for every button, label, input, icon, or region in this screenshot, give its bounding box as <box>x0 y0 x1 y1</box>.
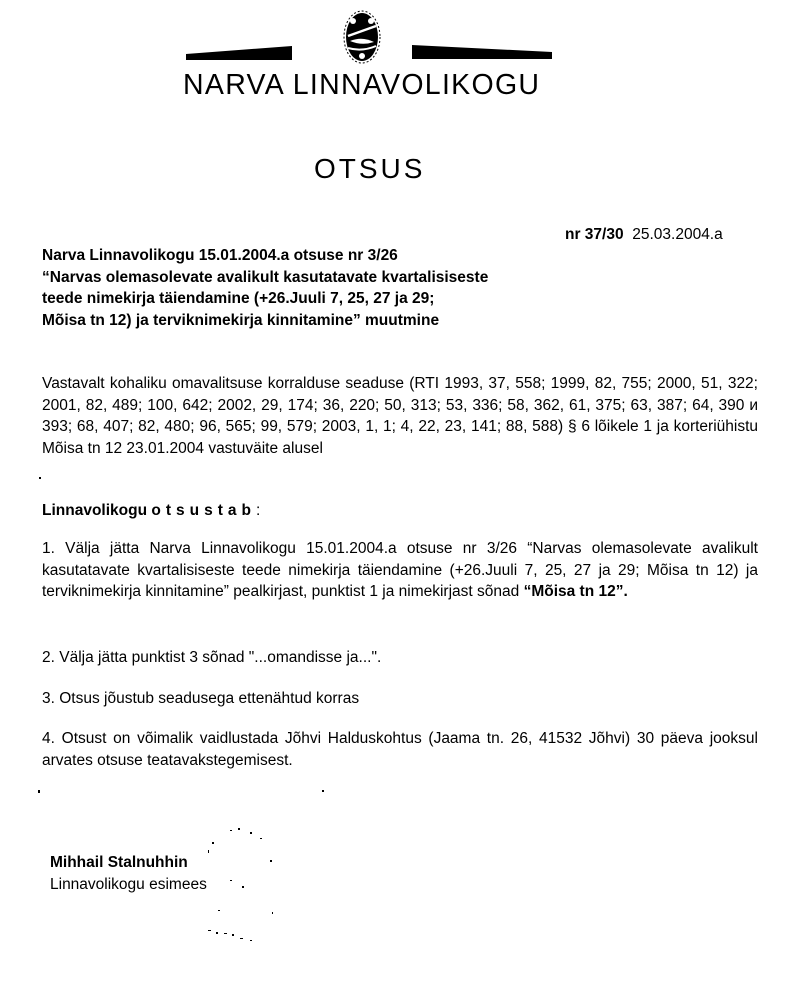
document-number: nr 37/30 <box>565 226 624 243</box>
seal-stamp-icon <box>190 820 290 950</box>
subject-line: “Narvas olemasolevate avalikult kasutatavate kvartalisiseste <box>42 268 489 286</box>
legal-basis-paragraph: Vastavalt kohaliku omavalitsuse korralduse seaduse (RTI 1993, 37, 558; 1999, 82, 755; 2000, 51, 322; 2001, 82, 489; 100, 642; 2002, 29, 174; 36, 220; 50, 313; 53, 336; 58, 362, 61, 375; 63, 387; 64, 390 и 393; 68, 407; 82, 480; 96, 565; 99, 579; 2003, 1, 1; 4, 22, 23, 141; 88, 588) § 6 lõikele 1 ja korteriühistu Mõisa tn 12 23.01.2004 vastuväite alusel <box>42 375 758 457</box>
decision-point-text: 1. Välja jätta Narva Linnavolikogu 15.01.2004.a otsuse nr 3/26 “Narvas olemasolevate avalikult kasutatavate kvartalisiseste teede nimekirja täiendamine (+26.Juuli 7, 25, 27 ja 29; Mõisa tn 12) ja terviknimekirja kinnitamine” pealkirjast, punktist 1 ja nimekirjast sõnad <box>42 540 758 600</box>
signer-title: Linnavolikogu esimees <box>50 876 207 893</box>
decision-point-3: 3. Otsus jõustub seadusega ettenähtud korras <box>42 690 360 707</box>
document-subject <box>42 245 602 331</box>
decision-point-bold-text: “Mõisa tn 12”. <box>523 583 628 600</box>
organization-name: NARVA LINNAVOLIKOGU <box>183 69 541 101</box>
decision-point-2: 2. Välja jätta punktist 3 sõnad "...omandisse ja...". <box>42 649 382 666</box>
document-type-heading: OTSUS <box>314 153 426 184</box>
coat-of-arms-icon <box>342 8 382 66</box>
decision-point-1 <box>42 538 758 603</box>
document-number-date <box>565 225 723 245</box>
document-date: 25.03.2004.a <box>632 226 723 243</box>
decision-heading <box>42 500 758 522</box>
subject-line: Mõisa tn 12) ja terviknimekirja kinnitamine” muutmine <box>42 311 440 329</box>
scan-speck <box>39 477 41 479</box>
subject-line: Narva Linnavolikogu 15.01.2004.a otsuse nr 3/26 <box>42 247 398 264</box>
decision-point-4: 4. Otsust on võimalik vaidlustada Jõhvi Halduskohtus (Jaama tn. 26, 41532 Jõhvi) 30 päeva jooksul arvates otsuse teatavakstegemisest. <box>42 730 758 769</box>
subject-line: teede nimekirja täiendamine (+26.Juuli 7, 25, 27 ja 29; <box>42 290 435 307</box>
letterhead-rule-left <box>186 44 294 62</box>
signer-name: Mihhail Stalnuhhin <box>50 854 188 871</box>
decides-prefix: Linnavolikogu <box>42 502 148 519</box>
decides-verb: otsustab <box>151 502 256 519</box>
decides-colon: : <box>255 502 261 519</box>
letterhead-rule-right <box>412 43 552 61</box>
scan-speck <box>322 790 324 792</box>
scan-speck <box>38 790 40 793</box>
